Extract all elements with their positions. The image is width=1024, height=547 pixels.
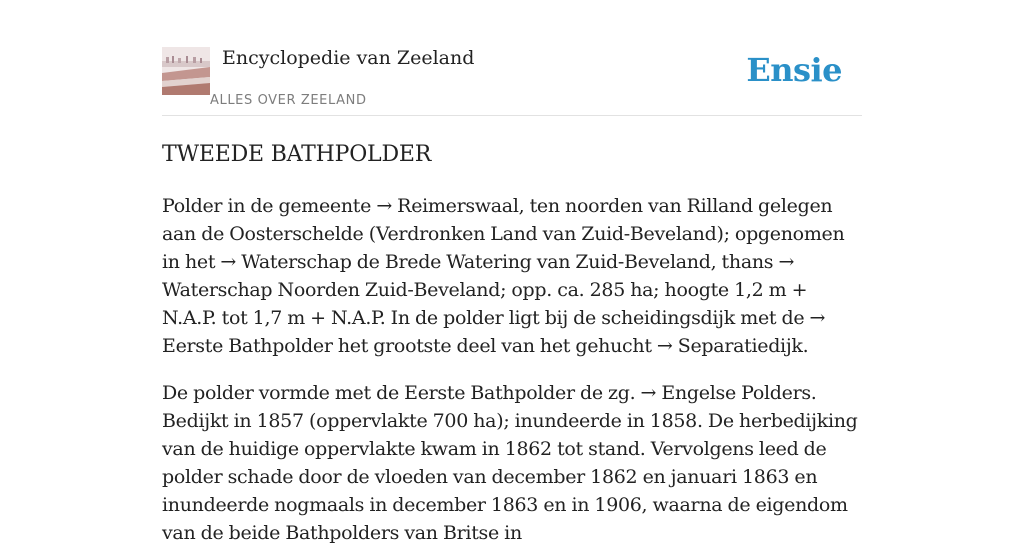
article-title: TWEEDE BATHPOLDER <box>162 142 432 167</box>
site-name[interactable]: Encyclopedie van Zeeland <box>222 47 475 69</box>
site-tagline: ALLES OVER ZEELAND <box>210 93 367 108</box>
site-header <box>162 46 862 116</box>
ensie-logo[interactable]: Ensie <box>746 51 842 89</box>
article-paragraph: Polder in de gemeente → Reimerswaal, ten noorden van Rilland gelegen aan de Oosterschelde (Verdronken Land van Zuid-Beveland); opgenomen in het → Waterschap de Brede Watering van Zuid-Beveland, thans → Waterschap Noorden Zuid-Beveland; opp. ca. 285 ha; hoogte 1,2 m + N.A.P. tot 1,7 m + N.A.P. In de polder ligt bij de scheidingsdijk met de → Eerste Bathpolder het grootste deel van het gehucht → Separatiedijk. <box>162 195 845 357</box>
article-paragraph: De polder vormde met de Eerste Bathpolder de zg. → Engelse Polders. Bedijkt in 1857 (oppervlakte 700 ha); inundeerde in 1858. De herbedijking van de huidige oppervlakte kwam in 1862 tot stand. Vervolgens leed de polder schade door de vloeden van december 1862 en januari 1863 en inundeerde nogmaals in december 1863 en in 1906, waarna de eigendom van de beide Bathpolders van Britse in <box>162 382 858 544</box>
site-logo-image[interactable] <box>162 47 210 95</box>
article <box>162 138 864 547</box>
landscape-photo-icon <box>162 47 210 95</box>
